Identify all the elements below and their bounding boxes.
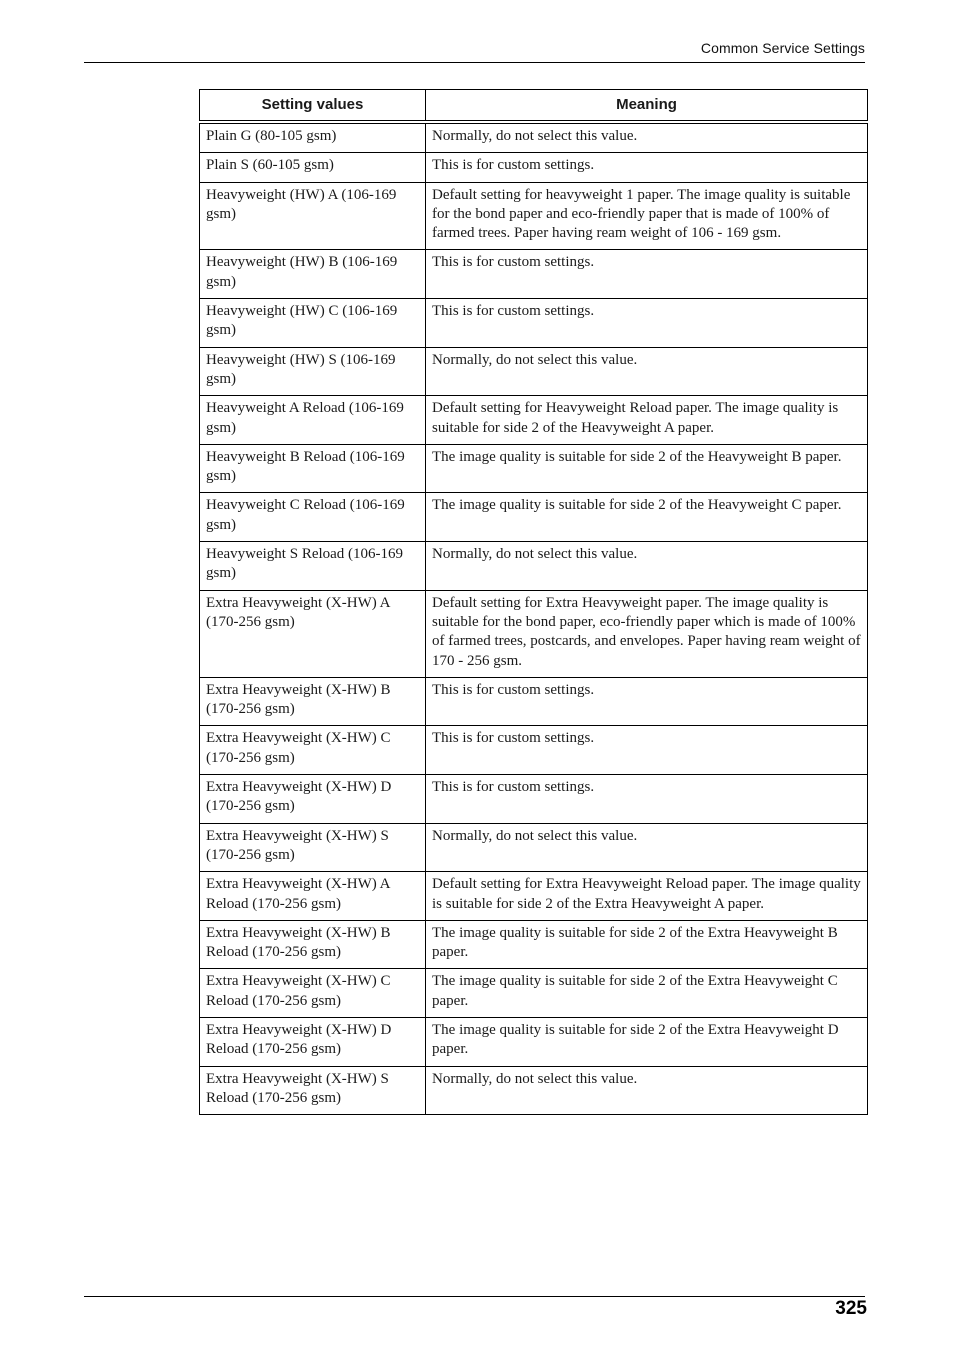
setting-values-table [199, 89, 868, 1115]
meaning-cell: This is for custom settings. [426, 677, 868, 726]
setting-value-cell: Heavyweight (HW) B (106-169 gsm) [200, 250, 426, 299]
table-row [200, 726, 868, 775]
page-header-title: Common Service Settings [700, 40, 865, 56]
table-row [200, 444, 868, 493]
table-row [200, 775, 868, 824]
setting-value-cell: Extra Heavyweight (X-HW) B (170-256 gsm) [200, 677, 426, 726]
setting-value-cell: Extra Heavyweight (X-HW) C Reload (170-256 gsm) [200, 969, 426, 1018]
table-row [200, 122, 868, 153]
meaning-cell: The image quality is suitable for side 2 of the Extra Heavyweight C paper. [426, 969, 868, 1018]
table-row [200, 920, 868, 969]
meaning-cell: The image quality is suitable for side 2 of the Heavyweight B paper. [426, 444, 868, 493]
table-row [200, 1066, 868, 1115]
meaning-cell: Normally, do not select this value. [426, 542, 868, 591]
setting-value-cell: Extra Heavyweight (X-HW) D Reload (170-256 gsm) [200, 1017, 426, 1066]
table-row [200, 1017, 868, 1066]
setting-value-cell: Heavyweight C Reload (106-169 gsm) [200, 493, 426, 542]
setting-value-cell: Heavyweight (HW) C (106-169 gsm) [200, 299, 426, 348]
meaning-cell: This is for custom settings. [426, 299, 868, 348]
setting-value-cell: Heavyweight S Reload (106-169 gsm) [200, 542, 426, 591]
column-header-meaning: Meaning [426, 90, 868, 123]
setting-value-cell: Extra Heavyweight (X-HW) D (170-256 gsm) [200, 775, 426, 824]
setting-value-cell: Extra Heavyweight (X-HW) C (170-256 gsm) [200, 726, 426, 775]
table-row [200, 396, 868, 445]
page-number: 325 [835, 1298, 867, 1319]
meaning-cell: The image quality is suitable for side 2 of the Extra Heavyweight D paper. [426, 1017, 868, 1066]
setting-value-cell: Heavyweight A Reload (106-169 gsm) [200, 396, 426, 445]
table-row [200, 542, 868, 591]
table-row [200, 823, 868, 872]
setting-value-cell: Heavyweight (HW) S (106-169 gsm) [200, 347, 426, 396]
meaning-cell: The image quality is suitable for side 2 of the Extra Heavyweight B paper. [426, 920, 868, 969]
table-row [200, 872, 868, 921]
setting-value-cell: Heavyweight (HW) A (106-169 gsm) [200, 182, 426, 250]
column-header-setting-values: Setting values [200, 90, 426, 123]
meaning-cell: The image quality is suitable for side 2 of the Heavyweight C paper. [426, 493, 868, 542]
table-row [200, 677, 868, 726]
setting-value-cell: Extra Heavyweight (X-HW) B Reload (170-256 gsm) [200, 920, 426, 969]
setting-value-cell: Plain G (80-105 gsm) [200, 122, 426, 153]
meaning-cell: This is for custom settings. [426, 153, 868, 182]
table-header-row [200, 90, 868, 123]
setting-value-cell: Extra Heavyweight (X-HW) A (170-256 gsm) [200, 590, 426, 677]
meaning-cell: Normally, do not select this value. [426, 1066, 868, 1115]
meaning-cell: Default setting for Heavyweight Reload paper. The image quality is suitable for side 2 of the Heavyweight A paper. [426, 396, 868, 445]
meaning-cell: Default setting for Extra Heavyweight paper. The image quality is suitable for the bond paper, eco-friendly paper which is made of 100% of farmed trees, postcards, and envelopes. Paper having ream weight of 170 - 256 gsm. [426, 590, 868, 677]
meaning-cell: Normally, do not select this value. [426, 823, 868, 872]
table-row [200, 153, 868, 182]
meaning-cell: Normally, do not select this value. [426, 347, 868, 396]
footer-divider [84, 1296, 865, 1297]
table-row [200, 347, 868, 396]
meaning-cell: This is for custom settings. [426, 250, 868, 299]
meaning-cell: This is for custom settings. [426, 775, 868, 824]
setting-value-cell: Extra Heavyweight (X-HW) S Reload (170-256 gsm) [200, 1066, 426, 1115]
table-row [200, 969, 868, 1018]
setting-value-cell: Extra Heavyweight (X-HW) S (170-256 gsm) [200, 823, 426, 872]
table-row [200, 250, 868, 299]
table-row [200, 182, 868, 250]
meaning-cell: This is for custom settings. [426, 726, 868, 775]
meaning-cell: Default setting for Extra Heavyweight Reload paper. The image quality is suitable for side 2 of the Extra Heavyweight A paper. [426, 872, 868, 921]
table-row [200, 590, 868, 677]
table-row [200, 299, 868, 348]
setting-value-cell: Extra Heavyweight (X-HW) A Reload (170-256 gsm) [200, 872, 426, 921]
setting-value-cell: Plain S (60-105 gsm) [200, 153, 426, 182]
setting-value-cell: Heavyweight B Reload (106-169 gsm) [200, 444, 426, 493]
header-divider [84, 62, 865, 63]
meaning-cell: Normally, do not select this value. [426, 122, 868, 153]
meaning-cell: Default setting for heavyweight 1 paper. The image quality is suitable for the bond paper and eco-friendly paper that is made of 100% of farmed trees. Paper having ream weight of 106 - 169 gsm. [426, 182, 868, 250]
table-row [200, 493, 868, 542]
